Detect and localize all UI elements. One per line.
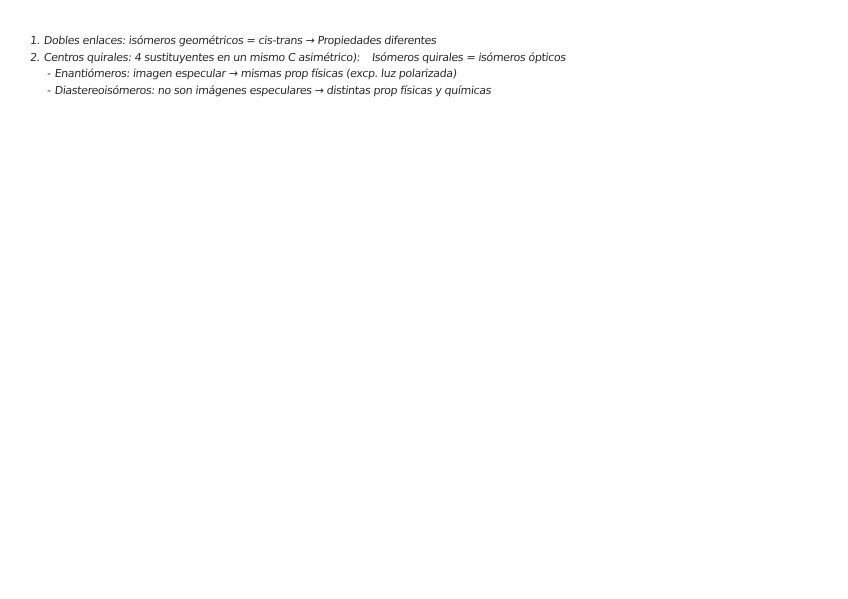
- list-number-1: 1.: [29, 34, 41, 47]
- list-number-2: 2.: [29, 50, 41, 64]
- note-line-4: [29, 83, 831, 100]
- handwritten-notes: [30, 33, 830, 99]
- note-text-chiral-centers: Centros quirales: 4 sustituyentes en un mismo C asimétrico):: [43, 50, 361, 64]
- note-text-double-bonds: Dobles enlaces: isómeros geométricos = cis-trans → Propiedades diferentes: [43, 34, 438, 47]
- dash-bullet: -: [46, 67, 52, 80]
- note-text-enantiomers: Enantiómeros: imagen especular → mismas prop físicas (excp. luz polarizada): [54, 67, 458, 80]
- note-line-2: [29, 50, 831, 67]
- note-text-optical-isomers: Isómeros quirales = isómeros ópticos: [371, 50, 567, 64]
- note-line-1: [29, 33, 831, 50]
- note-line-3: [29, 66, 831, 83]
- note-text-diastereoisomers: Diastereoisómeros: no son imágenes especulares → distintas prop físicas y químicas: [54, 83, 492, 97]
- dash-bullet: -: [46, 83, 52, 97]
